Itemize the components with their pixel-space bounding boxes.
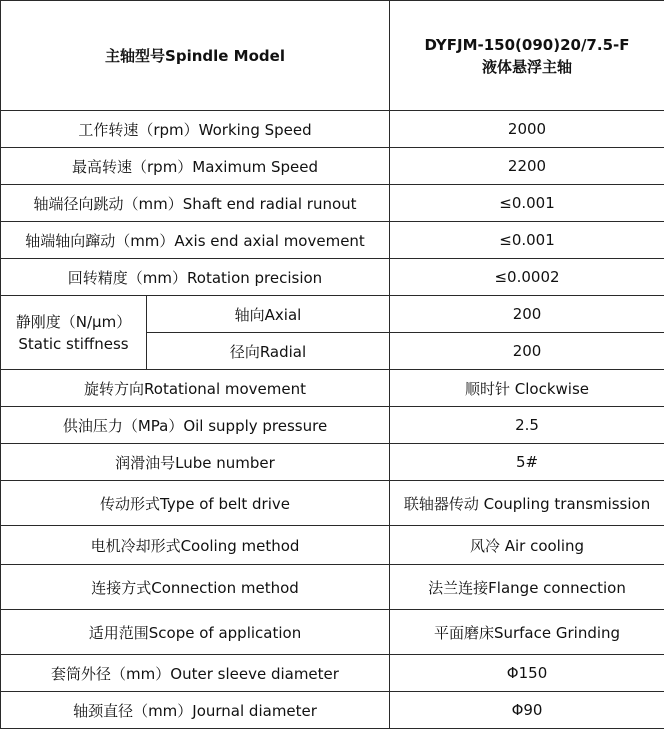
row-label: 轴端径向跳动（mm）Shaft end radial runout: [1, 185, 390, 222]
row-label: 套筒外径（mm）Outer sleeve diameter: [1, 655, 390, 692]
row-label: 传动形式Type of belt drive: [1, 481, 390, 526]
table-row: [1, 185, 664, 222]
row-value: Φ150: [390, 655, 664, 692]
row-label: 电机冷却形式Cooling method: [1, 526, 390, 565]
stiffness-label: [1, 296, 147, 370]
row-label: 旋转方向Rotational movement: [1, 370, 390, 407]
row-label: 适用范围Scope of application: [1, 610, 390, 655]
row-value: Φ90: [390, 692, 664, 729]
table-row: [1, 610, 664, 655]
row-label: 供油压力（MPa）Oil supply pressure: [1, 407, 390, 444]
table-row: [1, 655, 664, 692]
row-value: ≤0.001: [390, 222, 664, 259]
radial-value: 200: [390, 333, 664, 370]
row-label: 最高转速（rpm）Maximum Speed: [1, 148, 390, 185]
row-value: ≤0.0002: [390, 259, 664, 296]
row-label: 工作转速（rpm）Working Speed: [1, 111, 390, 148]
row-value: 法兰连接Flange connection: [390, 565, 664, 610]
table-row: [1, 692, 664, 729]
row-label: 轴颈直径（mm）Journal diameter: [1, 692, 390, 729]
table-row: [1, 111, 664, 148]
row-value: 2000: [390, 111, 664, 148]
row-label: 润滑油号Lube number: [1, 444, 390, 481]
table-row: [1, 370, 664, 407]
row-value: 顺时针 Clockwise: [390, 370, 664, 407]
stiffness-label-en: Static stiffness: [18, 334, 129, 353]
model-value: [390, 1, 664, 111]
row-value: 2.5: [390, 407, 664, 444]
row-value: 联轴器传动 Coupling transmission: [390, 481, 664, 526]
row-value: 平面磨床Surface Grinding: [390, 610, 664, 655]
axial-value: 200: [390, 296, 664, 333]
row-value: ≤0.001: [390, 185, 664, 222]
header-row: [1, 1, 664, 111]
row-label: 轴端轴向蹿动（mm）Axis end axial movement: [1, 222, 390, 259]
row-label: 回转精度（mm）Rotation precision: [1, 259, 390, 296]
radial-label: 径向Radial: [147, 333, 390, 370]
table-row: [1, 481, 664, 526]
row-value: 5#: [390, 444, 664, 481]
table-row: [1, 148, 664, 185]
table-row: [1, 565, 664, 610]
axial-label: 轴向Axial: [147, 296, 390, 333]
model-description: 液体悬浮主轴: [482, 57, 573, 76]
stiffness-row-axial: [1, 296, 664, 333]
table-row: [1, 526, 664, 565]
row-label: 连接方式Connection method: [1, 565, 390, 610]
model-number: DYFJM-150(090)20/7.5-F: [424, 35, 630, 54]
row-value: 风冷 Air cooling: [390, 526, 664, 565]
stiffness-label-cn: 静刚度（N/μm）: [15, 312, 132, 331]
table-row: [1, 444, 664, 481]
table-row: [1, 222, 664, 259]
row-value: 2200: [390, 148, 664, 185]
model-label: 主轴型号Spindle Model: [1, 1, 390, 111]
table-row: [1, 259, 664, 296]
table-row: [1, 407, 664, 444]
